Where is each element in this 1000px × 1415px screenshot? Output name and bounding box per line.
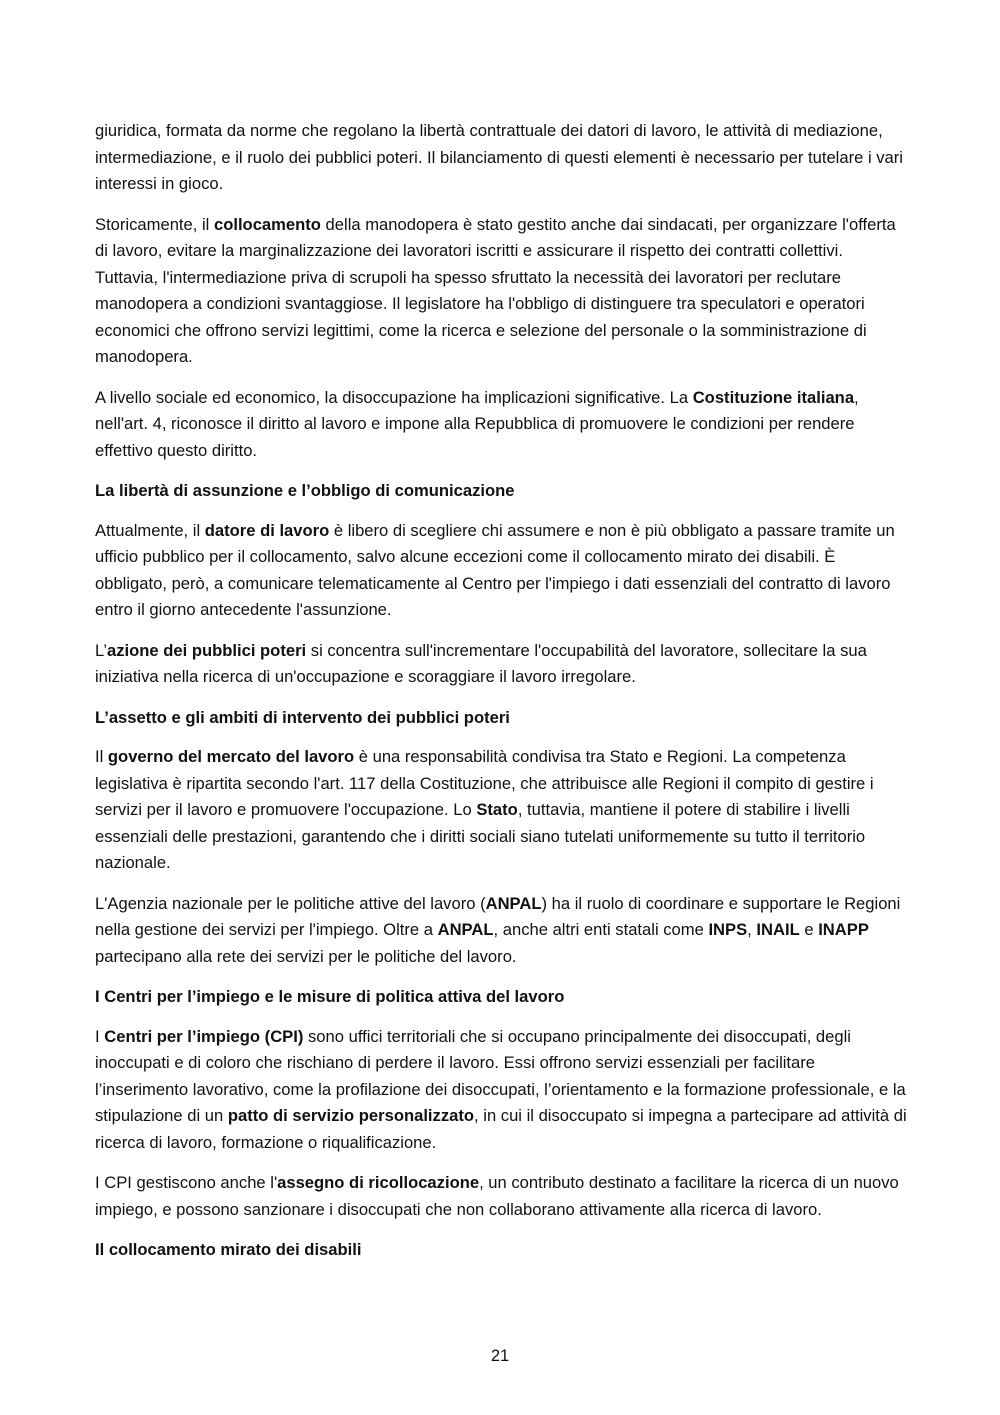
bold-term: ANPAL — [485, 893, 542, 913]
text-run: I — [95, 1026, 105, 1046]
bold-term: Stato — [476, 800, 518, 819]
paragraph — [95, 1024, 910, 1157]
bold-term: patto di servizio personalizzato — [227, 1106, 475, 1125]
text-run: I Centri per l’impiego e le misure di politica attiva del lavoro — [95, 987, 565, 1006]
bold-term: Centri per l’impiego (CPI) — [104, 1026, 304, 1046]
bold-term: ANPAL — [437, 920, 494, 939]
text-run: , anche altri enti statali come — [493, 920, 709, 939]
paragraph — [95, 1170, 910, 1223]
bold-term: assegno di ricollocazione — [277, 1173, 480, 1192]
text-run: è libero di scegliere chi assumere e non è più obbligato a passare tramite un ufficio pubblico per il collocamento, salvo alcune eccezioni come il collocamento mirato dei disabili. È obbligato, però, a comunicare telematicamente al Centro per l'impiego i dati essenziali del contratto di lavoro entro il giorno antecedente l'assunzione. — [95, 520, 895, 619]
paragraph — [95, 891, 910, 971]
paragraph — [95, 638, 910, 691]
page-number: 21 — [490, 1347, 510, 1365]
text-run: è una responsabilità condivisa tra Stato e Regioni. La competenza legislativa è ripartita secondo l'art. 117 della Costituzione, che attribuisce alle Regioni il compito di gestire i servizi per il lavoro e promuovere l'occupazione. Lo — [95, 747, 874, 819]
bold-term: azione dei pubblici poteri — [107, 640, 307, 660]
bold-term: INPS — [708, 920, 748, 939]
section-heading — [95, 705, 910, 732]
text-run: , — [747, 920, 757, 939]
text-run: L’ — [95, 640, 107, 660]
bold-term: INAPP — [818, 920, 869, 939]
text-run: L’assetto e gli ambiti di intervento dei pubblici poteri — [95, 707, 510, 727]
bold-term: datore di lavoro — [204, 520, 330, 540]
text-run: della manodopera è stato gestito anche dai sindacati, per organizzare l'offerta di lavoro, evitare la marginalizzazione dei lavoratori iscritti e assicurare il rispetto dei contratti collettivi. Tuttavia, l'intermediazione priva di scrupoli ha spesso sfruttato la necessità dei lavoratori per reclutare manodopera a condizioni svantaggiose. Il legislatore ha l'obbligo di distinguere tra speculatori e operatori economici che offrono servizi legittimi, come la ricerca e selezione del personale o la somministrazione di manodopera. — [95, 214, 896, 366]
bold-term: collocamento — [213, 214, 321, 234]
text-run: , in cui il disoccupato si impegna a partecipare ad attività di ricerca di lavoro, formazione o riqualificazione. — [95, 1106, 907, 1152]
bold-term: INAIL — [756, 920, 800, 939]
text-run: , tuttavia, mantiene il potere di stabilire i livelli essenziali delle prestazioni, garantendo che i diritti sociali siano tutelati uniformemente su tutto il territorio nazionale. — [95, 800, 866, 872]
text-run: A livello sociale ed economico, la disoccupazione ha implicazioni significative. La — [95, 387, 693, 407]
text-run: Il collocamento mirato dei disabili — [95, 1240, 362, 1259]
paragraph — [95, 518, 910, 624]
text-run: e — [799, 920, 819, 939]
text-run: I CPI gestiscono anche l' — [95, 1173, 278, 1192]
text-run: , nell'art. 4, riconosce il diritto al lavoro e impone alla Repubblica di promuovere le condizioni per rendere effettivo questo diritto. — [95, 387, 859, 460]
text-run: , un contributo destinato a facilitare la ricerca di un nuovo impiego, e possono sanzionare i disoccupati che non collaborano attivamente alla ricerca di lavoro. — [95, 1173, 899, 1219]
text-run: ) ha il ruolo di coordinare e supportare le Regioni nella gestione dei servizi per l'impiego. Oltre a — [95, 893, 901, 939]
section-heading — [95, 984, 910, 1011]
text-run: Storicamente, il — [95, 214, 214, 234]
paragraph — [95, 118, 910, 198]
section-heading — [95, 478, 910, 505]
paragraph — [95, 385, 910, 465]
bold-term: governo del mercato del lavoro — [107, 747, 355, 766]
text-run: La libertà di assunzione e l’obbligo di comunicazione — [95, 481, 515, 500]
text-run: giuridica, formata da norme che regolano la libertà contrattuale dei datori di lavoro, le attività di mediazione, intermediazione, e il ruolo dei pubblici poteri. Il bilanciamento di questi elementi è necessario per tutelare i vari interessi in gioco. — [95, 121, 903, 193]
text-run: Il — [95, 747, 108, 766]
text-run: partecipano alla rete dei servizi per le politiche del lavoro. — [95, 946, 517, 966]
text-run: Attualmente, il — [95, 520, 205, 540]
bold-term: Costituzione italiana — [692, 387, 855, 407]
text-run: si concentra sull'incrementare l'occupabilità del lavoratore, sollecitare la sua iniziativa nella ricerca di un'occupazione e scoraggiare il lavoro irregolare. — [95, 640, 867, 686]
section-heading — [95, 1237, 910, 1264]
text-run: sono uffici territoriali che si occupano principalmente dei disoccupati, degli inoccupati e di coloro che rischiano di perdere il lavoro. Essi offrono servizi essenziali per facilitare l’inserimento lavorativo, come la profilazione dei disoccupati, l’orientamento e la formazione professionale, e la stipulazione di un — [95, 1026, 906, 1125]
paragraph — [95, 212, 910, 371]
document-body — [95, 118, 910, 1277]
text-run: L'Agenzia nazionale per le politiche attive del lavoro ( — [95, 893, 486, 913]
paragraph — [95, 744, 910, 877]
